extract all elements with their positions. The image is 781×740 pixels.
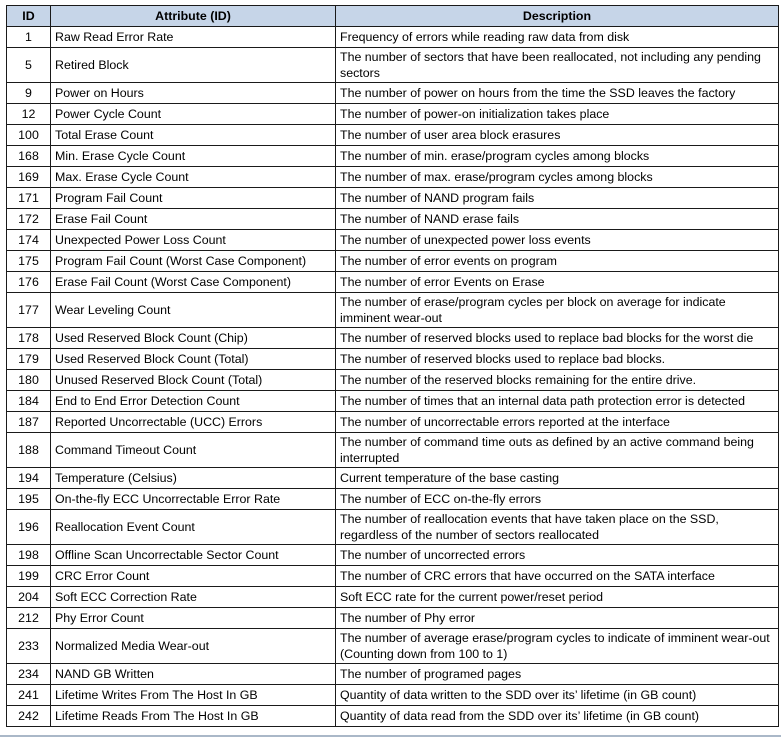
cell-id: 1: [7, 27, 51, 48]
cell-attribute: Lifetime Writes From The Host In GB: [51, 685, 336, 706]
table-body: [7, 27, 779, 727]
cell-id: 5: [7, 48, 51, 83]
cell-id: 100: [7, 125, 51, 146]
cell-id: 171: [7, 188, 51, 209]
table-row: [7, 545, 779, 566]
table-row: [7, 510, 779, 545]
header-id: ID: [7, 6, 51, 27]
cell-id: 196: [7, 510, 51, 545]
cell-attribute: Unused Reserved Block Count (Total): [51, 370, 336, 391]
cell-description: The number of CRC errors that have occurred on the SATA interface: [336, 566, 779, 587]
table-row: [7, 125, 779, 146]
cell-id: 175: [7, 251, 51, 272]
cell-attribute: NAND GB Written: [51, 664, 336, 685]
cell-id: 168: [7, 146, 51, 167]
cell-description: Current temperature of the base casting: [336, 468, 779, 489]
cell-description: The number of sectors that have been reallocated, not including any pending sectors: [336, 48, 779, 83]
cell-description: The number of NAND program fails: [336, 188, 779, 209]
cell-id: 178: [7, 328, 51, 349]
table-row: [7, 48, 779, 83]
table-row: [7, 167, 779, 188]
cell-description: Quantity of data read from the SDD over its’ lifetime (in GB count): [336, 706, 779, 727]
smart-attributes-table-container: [6, 5, 778, 727]
cell-description: The number of command time outs as defined by an active command being interrupted: [336, 433, 779, 468]
cell-id: 179: [7, 349, 51, 370]
table-row: [7, 566, 779, 587]
table-row: [7, 272, 779, 293]
cell-attribute: Retired Block: [51, 48, 336, 83]
cell-description: The number of power on hours from the time the SSD leaves the factory: [336, 83, 779, 104]
cell-description: The number of user area block erasures: [336, 125, 779, 146]
table-row: [7, 230, 779, 251]
table-row: [7, 251, 779, 272]
cell-description: The number of average erase/program cycles to indicate of imminent wear-out (Counting down from 100 to 1): [336, 629, 779, 664]
cell-id: 198: [7, 545, 51, 566]
cell-attribute: Normalized Media Wear-out: [51, 629, 336, 664]
cell-description: The number of max. erase/program cycles among blocks: [336, 167, 779, 188]
cell-id: 184: [7, 391, 51, 412]
cell-id: 12: [7, 104, 51, 125]
table-row: [7, 146, 779, 167]
cell-id: 195: [7, 489, 51, 510]
cell-id: 177: [7, 293, 51, 328]
cell-id: 233: [7, 629, 51, 664]
cell-id: 212: [7, 608, 51, 629]
cell-attribute: Power Cycle Count: [51, 104, 336, 125]
cell-attribute: Erase Fail Count (Worst Case Component): [51, 272, 336, 293]
cell-attribute: Program Fail Count (Worst Case Component): [51, 251, 336, 272]
cell-attribute: Reallocation Event Count: [51, 510, 336, 545]
cell-attribute: Used Reserved Block Count (Chip): [51, 328, 336, 349]
cell-description: The number of times that an internal data path protection error is detected: [336, 391, 779, 412]
cell-description: Frequency of errors while reading raw data from disk: [336, 27, 779, 48]
cell-description: The number of reallocation events that have taken place on the SSD, regardless of the number of sectors reallocated: [336, 510, 779, 545]
cell-id: 180: [7, 370, 51, 391]
table-row: [7, 370, 779, 391]
cell-attribute: Phy Error Count: [51, 608, 336, 629]
cell-description: The number of programed pages: [336, 664, 779, 685]
cell-description: The number of uncorrected errors: [336, 545, 779, 566]
cell-attribute: Program Fail Count: [51, 188, 336, 209]
cell-attribute: Erase Fail Count: [51, 209, 336, 230]
table-row: [7, 391, 779, 412]
table-row: [7, 489, 779, 510]
cell-attribute: Command Timeout Count: [51, 433, 336, 468]
cell-attribute: Offline Scan Uncorrectable Sector Count: [51, 545, 336, 566]
table-row: [7, 349, 779, 370]
table-row: [7, 104, 779, 125]
cell-attribute: End to End Error Detection Count: [51, 391, 336, 412]
table-row: [7, 587, 779, 608]
cell-id: 194: [7, 468, 51, 489]
cell-id: 188: [7, 433, 51, 468]
cell-id: 204: [7, 587, 51, 608]
cell-description: The number of the reserved blocks remaining for the entire drive.: [336, 370, 779, 391]
header-attribute: Attribute (ID): [51, 6, 336, 27]
cell-attribute: Raw Read Error Rate: [51, 27, 336, 48]
cell-description: The number of uncorrectable errors reported at the interface: [336, 412, 779, 433]
table-row: [7, 664, 779, 685]
cell-id: 169: [7, 167, 51, 188]
cell-id: 176: [7, 272, 51, 293]
cell-attribute: Used Reserved Block Count (Total): [51, 349, 336, 370]
cell-description: The number of error events on program: [336, 251, 779, 272]
cell-description: The number of min. erase/program cycles among blocks: [336, 146, 779, 167]
cell-attribute: Total Erase Count: [51, 125, 336, 146]
cell-description: The number of unexpected power loss events: [336, 230, 779, 251]
cell-id: 241: [7, 685, 51, 706]
cell-attribute: Lifetime Reads From The Host In GB: [51, 706, 336, 727]
cell-id: 174: [7, 230, 51, 251]
cell-id: 234: [7, 664, 51, 685]
cell-attribute: Wear Leveling Count: [51, 293, 336, 328]
table-header-row: [7, 6, 779, 27]
table-row: [7, 27, 779, 48]
cell-attribute: Min. Erase Cycle Count: [51, 146, 336, 167]
table-row: [7, 433, 779, 468]
table-row: [7, 685, 779, 706]
table-row: [7, 706, 779, 727]
cell-id: 187: [7, 412, 51, 433]
table-row: [7, 608, 779, 629]
cell-id: 9: [7, 83, 51, 104]
cell-description: The number of error Events on Erase: [336, 272, 779, 293]
table-row: [7, 468, 779, 489]
cell-description: Quantity of data written to the SDD over its’ lifetime (in GB count): [336, 685, 779, 706]
cell-attribute: Power on Hours: [51, 83, 336, 104]
table-row: [7, 209, 779, 230]
cell-description: The number of NAND erase fails: [336, 209, 779, 230]
cell-description: The number of ECC on-the-fly errors: [336, 489, 779, 510]
cell-attribute: Soft ECC Correction Rate: [51, 587, 336, 608]
cell-id: 172: [7, 209, 51, 230]
cell-description: The number of power-on initialization takes place: [336, 104, 779, 125]
table-row: [7, 328, 779, 349]
table-row: [7, 83, 779, 104]
cell-id: 242: [7, 706, 51, 727]
cell-attribute: CRC Error Count: [51, 566, 336, 587]
table-row: [7, 188, 779, 209]
cell-description: The number of Phy error: [336, 608, 779, 629]
table-row: [7, 629, 779, 664]
bottom-divider: [0, 735, 781, 737]
table-row: [7, 293, 779, 328]
table-row: [7, 412, 779, 433]
cell-attribute: Temperature (Celsius): [51, 468, 336, 489]
cell-attribute: Unexpected Power Loss Count: [51, 230, 336, 251]
cell-description: The number of reserved blocks used to replace bad blocks.: [336, 349, 779, 370]
cell-description: Soft ECC rate for the current power/reset period: [336, 587, 779, 608]
cell-attribute: On-the-fly ECC Uncorrectable Error Rate: [51, 489, 336, 510]
cell-description: The number of reserved blocks used to replace bad blocks for the worst die: [336, 328, 779, 349]
smart-attributes-table: [6, 5, 779, 727]
header-description: Description: [336, 6, 779, 27]
cell-attribute: Max. Erase Cycle Count: [51, 167, 336, 188]
cell-attribute: Reported Uncorrectable (UCC) Errors: [51, 412, 336, 433]
cell-id: 199: [7, 566, 51, 587]
cell-description: The number of erase/program cycles per block on average for indicate imminent wear-out: [336, 293, 779, 328]
